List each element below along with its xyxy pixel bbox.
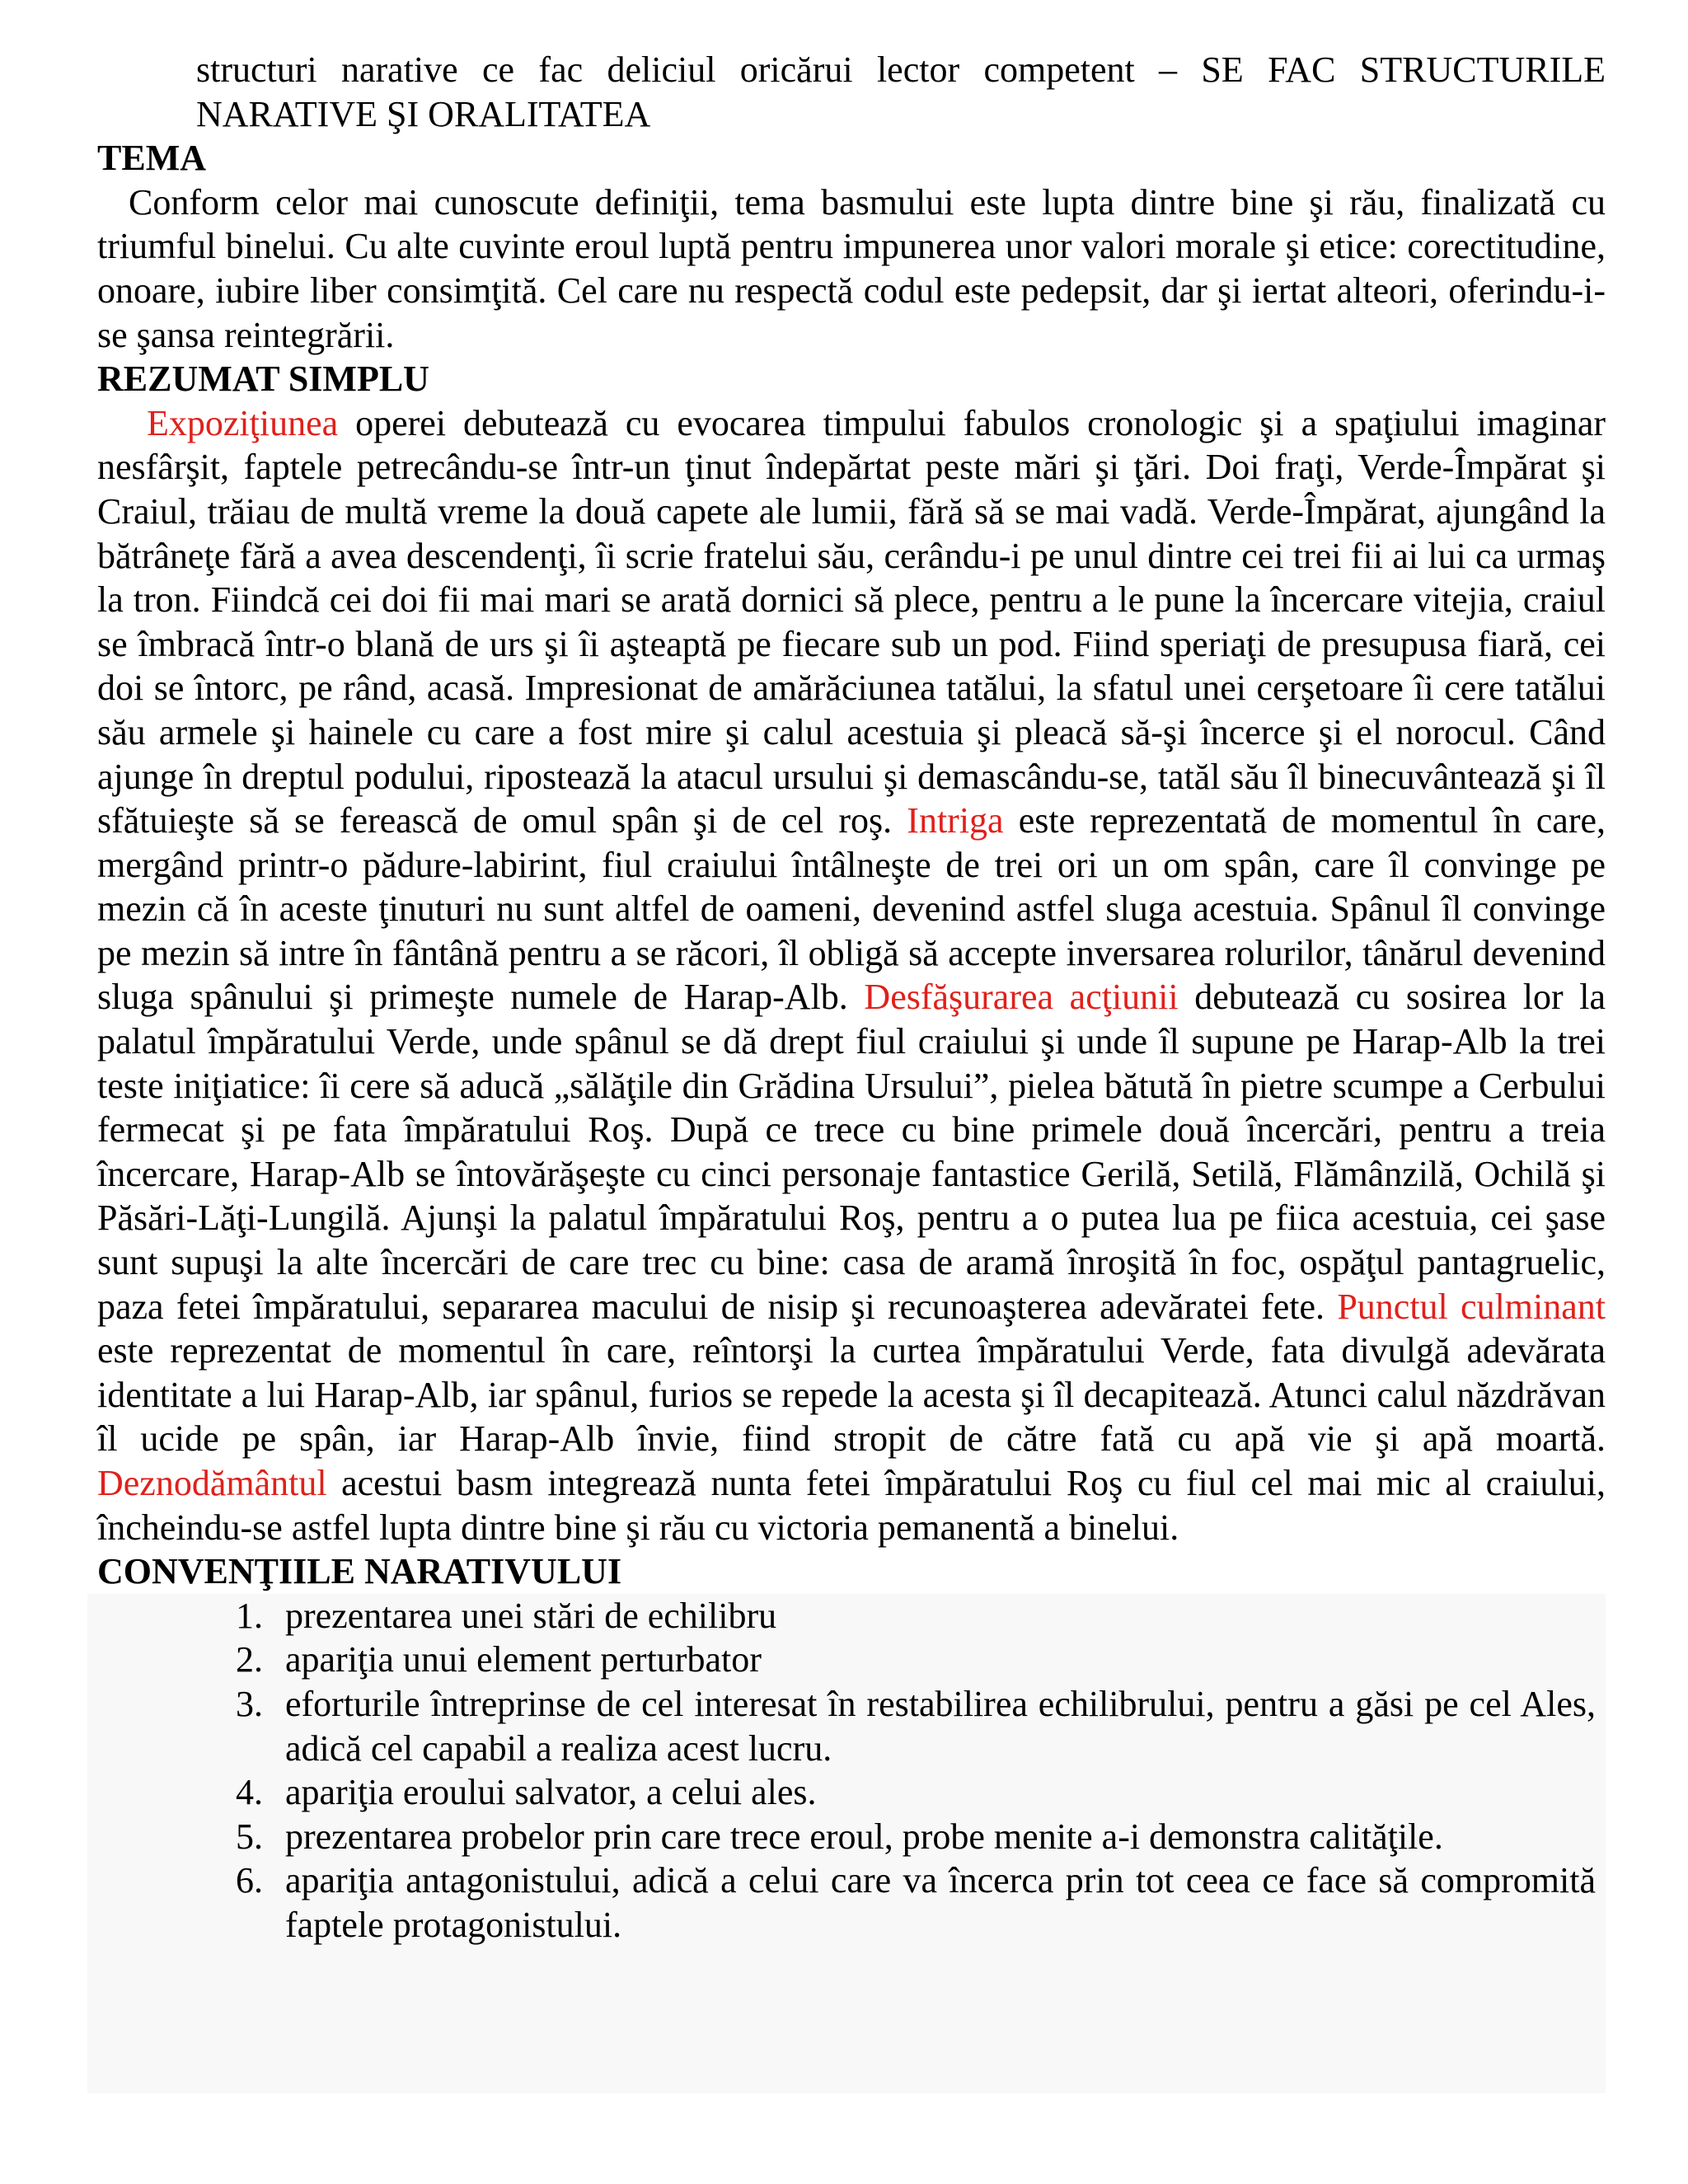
term-expozitiunea: Expoziţiunea [147,402,339,443]
heading-conventiile-narativului: CONVENŢIILE NARATIVULUI [97,1551,622,1592]
conventions-list [87,1594,1606,1947]
document-page [97,48,1606,2093]
term-desfasurarea-actiunii: Desfăşurarea acţiunii [864,977,1179,1018]
list-item-text: apariţia unui element perturbator [285,1639,762,1680]
rezumat-part-5: acestui basm integrează nunta fetei împăratului Roş cu fiul cel mai mic al craiului, încheindu-se astfel lupta dintre bine şi rău cu victoria pemanentă a binelui. [97,1463,1606,1548]
list-item [236,1858,1596,1947]
rezumat-part-3: debutează cu sosirea lor la palatul împăratului Verde, unde spânul se dă drept fiul craiului şi unde îl supune pe Harap-Alb la trei teste iniţiatice: îi cere să aducă „sălăţile din Grădina Ursului”, pielea bătută în pietre scumpe a Cerbului fermecat şi pe fata împăratului Roş. După ce trece cu bine primele două încercări, pentru a treia încercare, Harap-Alb se întovărăşeşte cu cinci personaje fantastice Gerilă, Setilă, Flămânzilă, Ochilă şi Păsări-Lăţi-Lungilă. Ajunşi la palatul împăratului Roş, pentru a o putea lua pe fiica acestuia, cei şase sunt supuşi la alte încercări de care trec cu bine: casa de aramă înroşită în foc, ospăţul pantagruelic, paza fetei împăratului, separarea macului de nisip şi recunoaşterea adevăratei fete. [97,977,1606,1327]
list-item-text: eforturile întreprinse de cel interesat în restabilirea echilibrului, pentru a găsi pe cel Ales, adică cel capabil a realiza acest lucru. [285,1683,1596,1769]
term-deznodamantul: Deznodământul [97,1463,327,1503]
list-item [236,1770,1596,1815]
list-item-text: apariţia eroului salvator, a celui ales. [285,1772,817,1813]
intro-paragraph: structuri narative ce fac deliciul oricărui lector competent – SE FAC STRUCTURILE NARATIVE ŞI ORALITATEA [196,49,1606,134]
heading-tema: TEMA [97,138,206,179]
list-item-number: 4. [236,1772,263,1813]
list-item-number: 5. [236,1816,263,1857]
rezumat-part-2: este reprezentată de momentul în care, mergând printr-o pădure-labirint, fiul craiului întâlneşte de trei ori un om spân, care îl convinge pe mezin că în aceste ţinuturi nu sunt altfel de oameni, devenind astfel sluga acestuia. Spânul îl convinge pe mezin să intre în fântână pentru a se răcori, îl obligă să accepte inversarea rolurilor, tânărul devenind sluga spânului şi primeşte numele de Harap-Alb. [97,800,1606,1018]
list-item [236,1682,1596,1770]
list-item-number: 3. [236,1683,263,1724]
tema-paragraph: Conform celor mai cunoscute definiţii, tema basmului este lupta dintre bine şi rău, finalizată cu triumful binelui. Cu alte cuvinte eroul luptă pentru impunerea unor valori morale şi etice: corectitudine, onoare, iubire liber consimţită. Cel care nu respectă codul este pedepsit, dar şi iertat alteori, oferindu-i-se şansa reintegrării. [97,181,1606,355]
list-item-number: 6. [236,1860,263,1901]
rezumat-part-1: operei debutează cu evocarea timpului fabulos cronologic şi a spaţiului imaginar nesfârşit, faptele petrecându-se într-un ţinut îndepărtat peste mări şi ţări. Doi fraţi, Verde-Împărat şi Craiul, trăiau de multă vreme la două capete ale lumii, fără să se mai vadă. Verde-Împărat, ajungând la bătrâneţe fără a avea descendenţi, îi scrie fratelui său, cerându-i pe unul dintre cei trei fii ai lui ca urmaş la tron. Fiindcă cei doi fii mai mari se arată dornici să plece, pentru a le pune la încercare vitejia, craiul se îmbracă într-o blană de urs şi îi aşteaptă pe fiecare sub un pod. Fiind speriaţi de presupusa fiară, cei doi se întorc, pe rând, acasă. Impresionat de amărăciunea tatălui, la sfatul unei cerşetoare îi cere tatălui său armele şi hainele cu care a fost mire şi calul acestuia şi pleacă să-şi încerce şi el norocul. Când ajunge în dreptul podului, ripostează la atacul ursului şi demascându-se, tatăl său îl binecuvântează şi îl sfătuieşte să se ferească de omul spân şi de cel roş. [97,402,1606,841]
list-item-number: 1. [236,1595,263,1636]
heading-rezumat-simplu: REZUMAT SIMPLU [97,359,429,400]
term-intriga: Intriga [907,800,1004,841]
term-punctul-culminant: Punctul culminant [1337,1286,1606,1327]
list-item-text: apariţia antagonistului, adică a celui care va încerca prin tot ceea ce face să compromită faptele protagonistului. [285,1860,1596,1945]
list-item-number: 2. [236,1639,263,1680]
conventions-list-area [87,1594,1606,2093]
rezumat-paragraph [97,401,1606,1549]
list-item-text: prezentarea probelor prin care trece eroul, probe menite a-i demonstra calităţile. [285,1816,1443,1857]
list-item [236,1594,1596,1638]
list-item [236,1638,1596,1682]
list-item [236,1815,1596,1859]
list-item-text: prezentarea unei stări de echilibru [285,1595,777,1636]
rezumat-part-4: este reprezentat de momentul în care, reîntorşi la curtea împăratului Verde, fata divulgă adevărata identitate a lui Harap-Alb, iar spânul, furios se repede la acesta şi îl decapitează. Atunci calul năzdrăvan îl ucide pe spân, iar Harap-Alb învie, fiind stropit de către fată cu apă vie şi apă moartă. [97,1330,1606,1460]
